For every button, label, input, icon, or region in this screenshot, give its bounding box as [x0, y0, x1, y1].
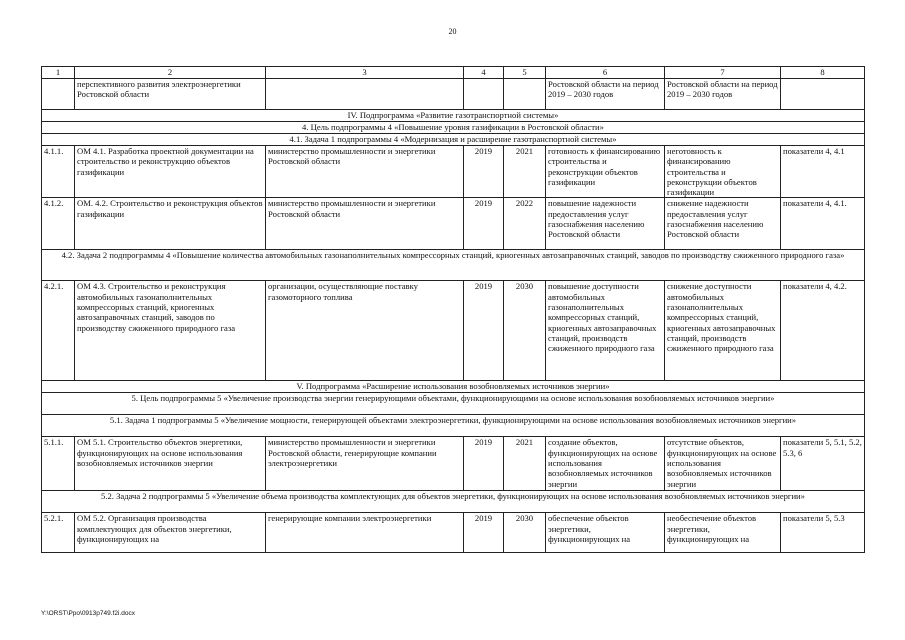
section-heading-row	[42, 134, 865, 146]
table-cell: Ростовской области на период 2019 – 2030 годов	[546, 79, 665, 110]
section-heading: 5.1. Задача 1 подпрограммы 5 «Увеличение мощности, генерирующей объектами электроэнергетики, функционирующими на основе использования возобновляемых источников энергии»	[42, 415, 865, 437]
header-cell: 2	[75, 67, 266, 79]
table-cell: показатели 5, 5.3	[781, 513, 865, 553]
table-cell: показатели 4, 4.1	[781, 146, 865, 198]
table-cell: ОМ 5.2. Организация производства комплектующих для объектов энергетики, функционирующих на	[75, 513, 266, 553]
table-cell: снижение доступности автомобильных газонаполнительных компрессорных станций, криогенных автозаправочных станций, производств сжиженного природного газа	[665, 281, 781, 381]
table-cell	[464, 79, 504, 110]
section-heading-row	[42, 381, 865, 393]
header-cell: 8	[781, 67, 865, 79]
program-table	[41, 66, 865, 553]
table-cell: Ростовской области на период 2019 – 2030 годов	[665, 79, 781, 110]
table-cell: снижение надежности предоставления услуг газоснабжения населению Ростовской области	[665, 198, 781, 250]
table-cell	[504, 79, 546, 110]
table-cell: генерирующие компании электроэнергетики	[266, 513, 464, 553]
table-cell: 2021	[504, 437, 546, 491]
section-heading: 4.2. Задача 2 подпрограммы 4 «Повышение количества автомобильных газонаполнительных компрессорных станций, криогенных автозаправочных станций, заводов по производству сжиженного природного газа»	[42, 250, 865, 281]
section-heading: 5. Цель подпрограммы 5 «Увеличение производства энергии генерирующими объектами, функционирующими на основе использования возобновляемых источников энергии»	[42, 393, 865, 415]
file-path-footer: Y:\ORST\Ppo\0913p749.f2i.docx	[41, 610, 135, 617]
table-cell: 5.2.1.	[42, 513, 75, 553]
table-cell: обеспечение объектов энергетики, функционирующих на	[546, 513, 665, 553]
section-heading-row	[42, 122, 865, 134]
table-cell: повышение доступности автомобильных газонаполнительных компрессорных станций, криогенных автозаправочных станций, производств сжиженного природного газа	[546, 281, 665, 381]
section-heading-row	[42, 415, 865, 437]
table-cell: отсутствие объектов, функционирующих на основе использования возобновляемых источников энергии	[665, 437, 781, 491]
table-cell: 2030	[504, 281, 546, 381]
table-row	[42, 198, 865, 250]
section-heading: IV. Подпрограмма «Развитие газотранспортной системы»	[42, 110, 865, 122]
section-heading: 5.2. Задача 2 подпрограммы 5 «Увеличение объема производства комплектующих для объектов энергетики, функционирующих на основе использования возобновляемых источников энергии»	[42, 491, 865, 513]
table-cell	[266, 79, 464, 110]
table-cell: 2019	[464, 146, 504, 198]
table-cell: 2021	[504, 146, 546, 198]
header-cell: 7	[665, 67, 781, 79]
table-cell: организации, осуществляющие поставку газомоторного топлива	[266, 281, 464, 381]
table-cell: показатели 4, 4.2.	[781, 281, 865, 381]
table-cell: повышение надежности предоставления услуг газоснабжения населению Ростовской области	[546, 198, 665, 250]
table-cell: ОМ. 4.2. Строительство и реконструкция объектов газификации	[75, 198, 266, 250]
table-row	[42, 281, 865, 381]
table-cell: 5.1.1.	[42, 437, 75, 491]
table-cell: неготовность к финансированию строительства и реконструкции объектов газификации	[665, 146, 781, 198]
header-cell: 5	[504, 67, 546, 79]
table-cell: показатели 4, 4.1.	[781, 198, 865, 250]
table-cell: 2022	[504, 198, 546, 250]
table-cell: 2019	[464, 198, 504, 250]
header-cell: 3	[266, 67, 464, 79]
table-cell: 4.1.1.	[42, 146, 75, 198]
table-cell: 2019	[464, 437, 504, 491]
table-cell: 2019	[464, 513, 504, 553]
header-cell: 6	[546, 67, 665, 79]
table-cell	[42, 79, 75, 110]
table-cell: создание объектов, функционирующих на основе использования возобновляемых источников энергии	[546, 437, 665, 491]
table-cell	[781, 79, 865, 110]
table-cell: министерство промышленности и энергетики Ростовской области	[266, 146, 464, 198]
header-cell: 1	[42, 67, 75, 79]
table-cell: ОМ 4.1. Разработка проектной документации на строительство и реконструкцию объектов газификации	[75, 146, 266, 198]
table-cell: перспективного развития электроэнергетики Ростовской области	[75, 79, 266, 110]
table-cell: министерство промышленности и энергетики Ростовской области, генерирующие компании электроэнергетики	[266, 437, 464, 491]
table-row	[42, 437, 865, 491]
section-heading-row	[42, 491, 865, 513]
page-number: 20	[448, 27, 457, 36]
table-row	[42, 79, 865, 110]
section-heading: 4.1. Задача 1 подпрограммы 4 «Модернизация и расширение газотранспортной системы»	[42, 134, 865, 146]
section-heading-row	[42, 250, 865, 281]
section-heading-row	[42, 393, 865, 415]
section-heading: V. Подпрограмма «Расширение использования возобновляемых источников энергии»	[42, 381, 865, 393]
table-row	[42, 146, 865, 198]
table-cell: готовность к финансированию строительства и реконструкции объектов газификации	[546, 146, 665, 198]
header-cell: 4	[464, 67, 504, 79]
table-cell: показатели 5, 5.1, 5.2, 5.3, 6	[781, 437, 865, 491]
table-cell: 2019	[464, 281, 504, 381]
section-heading: 4. Цель подпрограммы 4 «Повышение уровня газификации в Ростовской области»	[42, 122, 865, 134]
table-cell: необеспечение объектов энергетики, функционирующих на	[665, 513, 781, 553]
header-row	[42, 67, 865, 79]
table-cell: 4.1.2.	[42, 198, 75, 250]
table-cell: 4.2.1.	[42, 281, 75, 381]
table-cell: министерство промышленности и энергетики Ростовской области	[266, 198, 464, 250]
table-cell: ОМ 5.1. Строительство объектов энергетики, функционирующих на основе использования возобновляемых источников энергии	[75, 437, 266, 491]
table-row	[42, 513, 865, 553]
table-cell: 2030	[504, 513, 546, 553]
table-cell: ОМ 4.3. Строительство и реконструкция автомобильных газонаполнительных компрессорных станций, криогенных автозаправочных станций, заводов по производству сжиженного природного газа	[75, 281, 266, 381]
section-heading-row	[42, 110, 865, 122]
